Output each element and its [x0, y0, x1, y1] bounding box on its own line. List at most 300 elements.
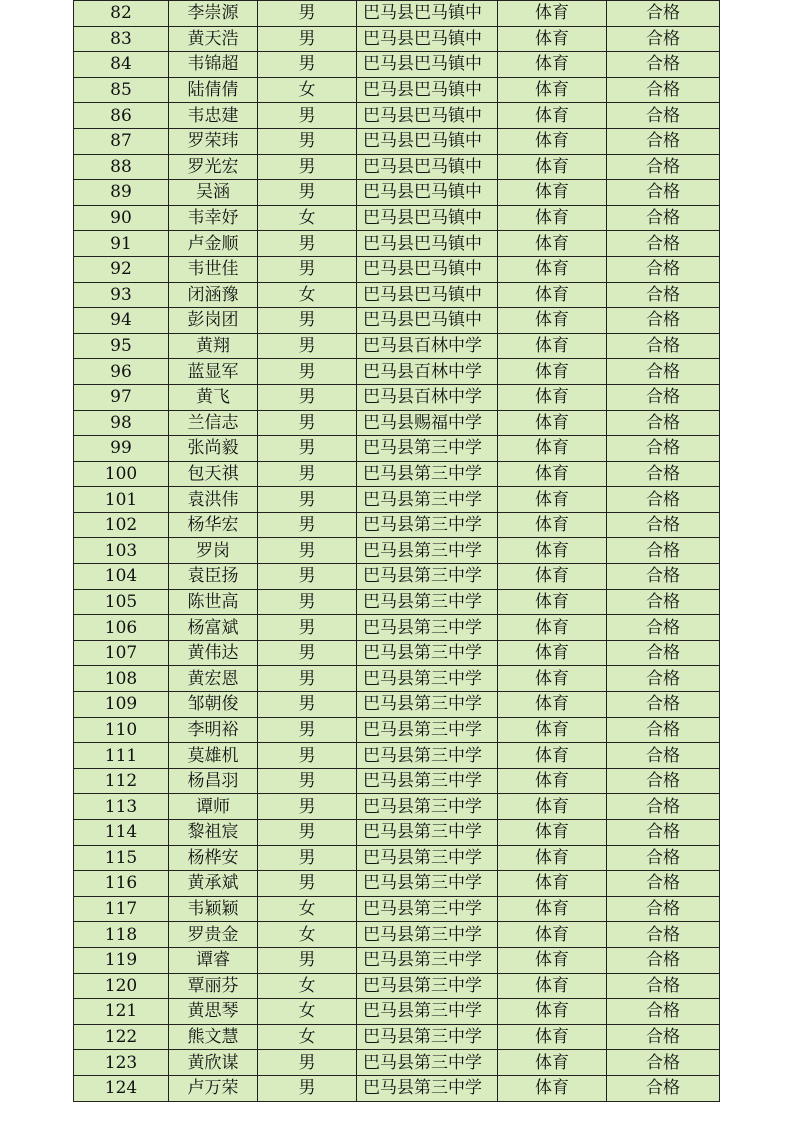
table-row — [74, 640, 720, 666]
cell-number: 89 — [74, 180, 169, 206]
cell-subject: 体育 — [498, 282, 607, 308]
table-row — [74, 973, 720, 999]
cell-school: 巴马县第三中学 — [357, 640, 498, 666]
cell-school: 巴马县第三中学 — [357, 692, 498, 718]
table-row — [74, 589, 720, 615]
cell-result: 合格 — [607, 359, 720, 385]
cell-result: 合格 — [607, 77, 720, 103]
table-row — [74, 52, 720, 78]
table-row — [74, 256, 720, 282]
cell-subject: 体育 — [498, 922, 607, 948]
cell-sex: 男 — [258, 256, 357, 282]
table-row — [74, 768, 720, 794]
cell-subject: 体育 — [498, 1024, 607, 1050]
cell-sex: 男 — [258, 384, 357, 410]
cell-name: 杨桦安 — [169, 845, 258, 871]
cell-number: 107 — [74, 640, 169, 666]
cell-subject: 体育 — [498, 845, 607, 871]
table-row — [74, 77, 720, 103]
cell-result: 合格 — [607, 487, 720, 513]
cell-school: 巴马县第三中学 — [357, 743, 498, 769]
cell-sex: 男 — [258, 615, 357, 641]
cell-sex: 男 — [258, 666, 357, 692]
table-row — [74, 538, 720, 564]
cell-school: 巴马县第三中学 — [357, 973, 498, 999]
cell-school: 巴马县第三中学 — [357, 871, 498, 897]
cell-school: 巴马县第三中学 — [357, 487, 498, 513]
table-body — [74, 1, 720, 1102]
table-row — [74, 128, 720, 154]
cell-sex: 男 — [258, 180, 357, 206]
cell-school: 巴马县巴马镇中 — [357, 154, 498, 180]
cell-number: 121 — [74, 999, 169, 1025]
cell-name: 杨富斌 — [169, 615, 258, 641]
cell-number: 103 — [74, 538, 169, 564]
cell-school: 巴马县巴马镇中 — [357, 231, 498, 257]
table-row — [74, 436, 720, 462]
cell-name: 张尚毅 — [169, 436, 258, 462]
table-row — [74, 384, 720, 410]
cell-sex: 男 — [258, 461, 357, 487]
cell-number: 118 — [74, 922, 169, 948]
cell-name: 卢金顺 — [169, 231, 258, 257]
cell-sex: 男 — [258, 538, 357, 564]
cell-result: 合格 — [607, 768, 720, 794]
cell-sex: 男 — [258, 589, 357, 615]
cell-result: 合格 — [607, 26, 720, 52]
cell-result: 合格 — [607, 947, 720, 973]
cell-school: 巴马县第三中学 — [357, 615, 498, 641]
cell-name: 谭睿 — [169, 947, 258, 973]
cell-name: 罗荣玮 — [169, 128, 258, 154]
cell-result: 合格 — [607, 512, 720, 538]
cell-name: 陈世高 — [169, 589, 258, 615]
cell-subject: 体育 — [498, 180, 607, 206]
cell-result: 合格 — [607, 52, 720, 78]
cell-number: 82 — [74, 1, 169, 27]
cell-number: 112 — [74, 768, 169, 794]
cell-school: 巴马县巴马镇中 — [357, 308, 498, 334]
cell-name: 兰信志 — [169, 410, 258, 436]
table-row — [74, 1024, 720, 1050]
cell-name: 黄天浩 — [169, 26, 258, 52]
cell-number: 92 — [74, 256, 169, 282]
cell-result: 合格 — [607, 410, 720, 436]
cell-result: 合格 — [607, 128, 720, 154]
cell-subject: 体育 — [498, 308, 607, 334]
cell-name: 罗贵金 — [169, 922, 258, 948]
cell-sex: 男 — [258, 640, 357, 666]
cell-school: 巴马县赐福中学 — [357, 410, 498, 436]
cell-sex: 男 — [258, 947, 357, 973]
cell-name: 袁臣扬 — [169, 564, 258, 590]
cell-school: 巴马县巴马镇中 — [357, 205, 498, 231]
cell-sex: 男 — [258, 128, 357, 154]
table-row — [74, 820, 720, 846]
cell-result: 合格 — [607, 845, 720, 871]
cell-subject: 体育 — [498, 512, 607, 538]
table-row — [74, 410, 720, 436]
table-row — [74, 154, 720, 180]
cell-result: 合格 — [607, 308, 720, 334]
cell-result: 合格 — [607, 717, 720, 743]
cell-result: 合格 — [607, 896, 720, 922]
cell-subject: 体育 — [498, 1050, 607, 1076]
cell-sex: 女 — [258, 922, 357, 948]
table-row — [74, 1075, 720, 1101]
cell-sex: 男 — [258, 26, 357, 52]
cell-number: 87 — [74, 128, 169, 154]
cell-subject: 体育 — [498, 947, 607, 973]
cell-name: 吴涵 — [169, 180, 258, 206]
cell-result: 合格 — [607, 1075, 720, 1101]
cell-school: 巴马县第三中学 — [357, 768, 498, 794]
cell-subject: 体育 — [498, 896, 607, 922]
cell-school: 巴马县巴马镇中 — [357, 180, 498, 206]
cell-sex: 女 — [258, 896, 357, 922]
cell-subject: 体育 — [498, 871, 607, 897]
cell-sex: 男 — [258, 487, 357, 513]
cell-subject: 体育 — [498, 794, 607, 820]
cell-number: 123 — [74, 1050, 169, 1076]
cell-school: 巴马县第三中学 — [357, 1024, 498, 1050]
cell-subject: 体育 — [498, 154, 607, 180]
cell-sex: 女 — [258, 205, 357, 231]
cell-result: 合格 — [607, 973, 720, 999]
cell-name: 闭涵豫 — [169, 282, 258, 308]
results-table — [73, 0, 720, 1102]
cell-subject: 体育 — [498, 820, 607, 846]
cell-number: 106 — [74, 615, 169, 641]
cell-name: 黄承斌 — [169, 871, 258, 897]
table-row — [74, 1050, 720, 1076]
cell-sex: 男 — [258, 333, 357, 359]
table-row — [74, 26, 720, 52]
table-row — [74, 512, 720, 538]
cell-name: 罗光宏 — [169, 154, 258, 180]
cell-sex: 男 — [258, 308, 357, 334]
cell-school: 巴马县第三中学 — [357, 947, 498, 973]
table-row — [74, 999, 720, 1025]
cell-number: 86 — [74, 103, 169, 129]
cell-sex: 男 — [258, 436, 357, 462]
cell-subject: 体育 — [498, 410, 607, 436]
cell-school: 巴马县百林中学 — [357, 333, 498, 359]
table-row — [74, 871, 720, 897]
cell-number: 124 — [74, 1075, 169, 1101]
cell-result: 合格 — [607, 871, 720, 897]
cell-name: 袁洪伟 — [169, 487, 258, 513]
cell-school: 巴马县巴马镇中 — [357, 77, 498, 103]
cell-subject: 体育 — [498, 103, 607, 129]
cell-name: 黄思琴 — [169, 999, 258, 1025]
cell-sex: 男 — [258, 743, 357, 769]
cell-result: 合格 — [607, 820, 720, 846]
cell-subject: 体育 — [498, 1, 607, 27]
cell-school: 巴马县第三中学 — [357, 512, 498, 538]
cell-school: 巴马县巴马镇中 — [357, 1, 498, 27]
cell-name: 韦幸妤 — [169, 205, 258, 231]
cell-number: 99 — [74, 436, 169, 462]
cell-name: 黎祖宸 — [169, 820, 258, 846]
cell-school: 巴马县百林中学 — [357, 359, 498, 385]
cell-subject: 体育 — [498, 692, 607, 718]
cell-subject: 体育 — [498, 77, 607, 103]
cell-school: 巴马县巴马镇中 — [357, 256, 498, 282]
table-row — [74, 231, 720, 257]
cell-name: 李崇源 — [169, 1, 258, 27]
cell-number: 116 — [74, 871, 169, 897]
cell-number: 101 — [74, 487, 169, 513]
cell-result: 合格 — [607, 333, 720, 359]
table-row — [74, 896, 720, 922]
cell-number: 102 — [74, 512, 169, 538]
cell-name: 黄欣谋 — [169, 1050, 258, 1076]
cell-sex: 男 — [258, 1075, 357, 1101]
cell-subject: 体育 — [498, 717, 607, 743]
cell-subject: 体育 — [498, 538, 607, 564]
cell-school: 巴马县第三中学 — [357, 564, 498, 590]
cell-school: 巴马县第三中学 — [357, 820, 498, 846]
cell-subject: 体育 — [498, 26, 607, 52]
cell-sex: 男 — [258, 52, 357, 78]
cell-name: 李明裕 — [169, 717, 258, 743]
cell-school: 巴马县第三中学 — [357, 999, 498, 1025]
cell-sex: 女 — [258, 282, 357, 308]
cell-name: 杨华宏 — [169, 512, 258, 538]
cell-result: 合格 — [607, 692, 720, 718]
table-row — [74, 359, 720, 385]
cell-name: 谭师 — [169, 794, 258, 820]
table-row — [74, 282, 720, 308]
cell-school: 巴马县巴马镇中 — [357, 52, 498, 78]
cell-subject: 体育 — [498, 231, 607, 257]
cell-subject: 体育 — [498, 384, 607, 410]
cell-name: 韦世佳 — [169, 256, 258, 282]
cell-subject: 体育 — [498, 359, 607, 385]
cell-subject: 体育 — [498, 436, 607, 462]
cell-number: 85 — [74, 77, 169, 103]
cell-sex: 男 — [258, 512, 357, 538]
cell-school: 巴马县第三中学 — [357, 896, 498, 922]
table-row — [74, 947, 720, 973]
cell-number: 115 — [74, 845, 169, 871]
cell-sex: 男 — [258, 359, 357, 385]
cell-number: 94 — [74, 308, 169, 334]
cell-number: 98 — [74, 410, 169, 436]
cell-subject: 体育 — [498, 487, 607, 513]
cell-number: 90 — [74, 205, 169, 231]
cell-name: 韦锦超 — [169, 52, 258, 78]
cell-number: 93 — [74, 282, 169, 308]
cell-sex: 男 — [258, 1050, 357, 1076]
cell-subject: 体育 — [498, 1075, 607, 1101]
cell-school: 巴马县第三中学 — [357, 436, 498, 462]
cell-name: 韦颖颖 — [169, 896, 258, 922]
cell-result: 合格 — [607, 1, 720, 27]
cell-result: 合格 — [607, 180, 720, 206]
cell-number: 88 — [74, 154, 169, 180]
cell-result: 合格 — [607, 743, 720, 769]
cell-school: 巴马县第三中学 — [357, 589, 498, 615]
cell-result: 合格 — [607, 384, 720, 410]
table-row — [74, 564, 720, 590]
cell-name: 杨昌羽 — [169, 768, 258, 794]
cell-sex: 男 — [258, 845, 357, 871]
cell-school: 巴马县第三中学 — [357, 794, 498, 820]
cell-number: 111 — [74, 743, 169, 769]
cell-sex: 女 — [258, 77, 357, 103]
cell-name: 黄伟达 — [169, 640, 258, 666]
cell-sex: 男 — [258, 692, 357, 718]
cell-number: 122 — [74, 1024, 169, 1050]
cell-school: 巴马县第三中学 — [357, 845, 498, 871]
cell-school: 巴马县巴马镇中 — [357, 128, 498, 154]
table-row — [74, 1, 720, 27]
cell-subject: 体育 — [498, 768, 607, 794]
cell-name: 韦忠建 — [169, 103, 258, 129]
table-row — [74, 717, 720, 743]
table-row — [74, 615, 720, 641]
cell-school: 巴马县百林中学 — [357, 384, 498, 410]
cell-number: 108 — [74, 666, 169, 692]
cell-number: 109 — [74, 692, 169, 718]
cell-school: 巴马县巴马镇中 — [357, 282, 498, 308]
cell-result: 合格 — [607, 103, 720, 129]
cell-name: 包天祺 — [169, 461, 258, 487]
cell-result: 合格 — [607, 282, 720, 308]
cell-subject: 体育 — [498, 256, 607, 282]
cell-result: 合格 — [607, 999, 720, 1025]
table-row — [74, 666, 720, 692]
cell-sex: 女 — [258, 999, 357, 1025]
cell-subject: 体育 — [498, 666, 607, 692]
cell-number: 97 — [74, 384, 169, 410]
cell-subject: 体育 — [498, 999, 607, 1025]
cell-subject: 体育 — [498, 461, 607, 487]
cell-school: 巴马县第三中学 — [357, 666, 498, 692]
cell-result: 合格 — [607, 436, 720, 462]
cell-result: 合格 — [607, 461, 720, 487]
cell-result: 合格 — [607, 231, 720, 257]
cell-name: 陆倩倩 — [169, 77, 258, 103]
cell-name: 覃丽芬 — [169, 973, 258, 999]
cell-result: 合格 — [607, 794, 720, 820]
cell-sex: 男 — [258, 231, 357, 257]
table-row — [74, 180, 720, 206]
cell-name: 莫雄机 — [169, 743, 258, 769]
table-row — [74, 308, 720, 334]
cell-number: 100 — [74, 461, 169, 487]
cell-subject: 体育 — [498, 333, 607, 359]
cell-number: 105 — [74, 589, 169, 615]
cell-number: 117 — [74, 896, 169, 922]
cell-sex: 男 — [258, 794, 357, 820]
table-row — [74, 922, 720, 948]
cell-result: 合格 — [607, 640, 720, 666]
cell-number: 91 — [74, 231, 169, 257]
cell-result: 合格 — [607, 154, 720, 180]
cell-result: 合格 — [607, 256, 720, 282]
cell-result: 合格 — [607, 922, 720, 948]
cell-subject: 体育 — [498, 743, 607, 769]
cell-sex: 男 — [258, 717, 357, 743]
table-row — [74, 487, 720, 513]
cell-number: 96 — [74, 359, 169, 385]
cell-school: 巴马县第三中学 — [357, 461, 498, 487]
cell-sex: 男 — [258, 820, 357, 846]
cell-sex: 男 — [258, 103, 357, 129]
cell-subject: 体育 — [498, 52, 607, 78]
cell-school: 巴马县第三中学 — [357, 538, 498, 564]
cell-name: 蓝显军 — [169, 359, 258, 385]
cell-number: 113 — [74, 794, 169, 820]
cell-name: 彭岗团 — [169, 308, 258, 334]
cell-result: 合格 — [607, 205, 720, 231]
cell-result: 合格 — [607, 564, 720, 590]
cell-number: 119 — [74, 947, 169, 973]
cell-school: 巴马县巴马镇中 — [357, 103, 498, 129]
table-row — [74, 845, 720, 871]
cell-sex: 女 — [258, 973, 357, 999]
cell-sex: 男 — [258, 871, 357, 897]
cell-name: 黄翔 — [169, 333, 258, 359]
cell-name: 熊文慧 — [169, 1024, 258, 1050]
cell-school: 巴马县巴马镇中 — [357, 26, 498, 52]
cell-number: 110 — [74, 717, 169, 743]
cell-school: 巴马县第三中学 — [357, 717, 498, 743]
cell-subject: 体育 — [498, 128, 607, 154]
cell-sex: 男 — [258, 410, 357, 436]
cell-sex: 男 — [258, 154, 357, 180]
cell-school: 巴马县第三中学 — [357, 922, 498, 948]
table-row — [74, 103, 720, 129]
table-row — [74, 205, 720, 231]
cell-name: 罗岗 — [169, 538, 258, 564]
cell-number: 95 — [74, 333, 169, 359]
table-row — [74, 692, 720, 718]
cell-name: 黄飞 — [169, 384, 258, 410]
cell-result: 合格 — [607, 1024, 720, 1050]
table-row — [74, 794, 720, 820]
cell-school: 巴马县第三中学 — [357, 1050, 498, 1076]
cell-sex: 男 — [258, 564, 357, 590]
cell-result: 合格 — [607, 538, 720, 564]
cell-subject: 体育 — [498, 589, 607, 615]
cell-number: 84 — [74, 52, 169, 78]
cell-sex: 女 — [258, 1024, 357, 1050]
cell-number: 114 — [74, 820, 169, 846]
cell-subject: 体育 — [498, 640, 607, 666]
cell-result: 合格 — [607, 1050, 720, 1076]
cell-name: 邹朝俊 — [169, 692, 258, 718]
table-row — [74, 461, 720, 487]
cell-subject: 体育 — [498, 973, 607, 999]
cell-number: 104 — [74, 564, 169, 590]
cell-number: 120 — [74, 973, 169, 999]
cell-sex: 男 — [258, 1, 357, 27]
cell-subject: 体育 — [498, 564, 607, 590]
cell-school: 巴马县第三中学 — [357, 1075, 498, 1101]
cell-name: 黄宏恩 — [169, 666, 258, 692]
cell-subject: 体育 — [498, 615, 607, 641]
table-row — [74, 743, 720, 769]
cell-result: 合格 — [607, 615, 720, 641]
cell-sex: 男 — [258, 768, 357, 794]
cell-subject: 体育 — [498, 205, 607, 231]
table-row — [74, 333, 720, 359]
cell-name: 卢万荣 — [169, 1075, 258, 1101]
